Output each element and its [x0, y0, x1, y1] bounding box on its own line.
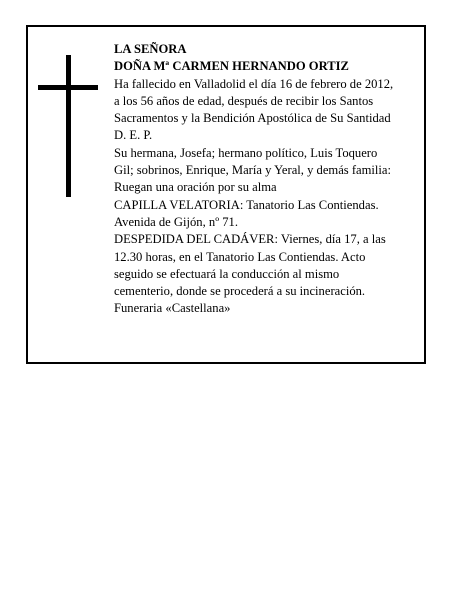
- notice-line: 12.30 horas, en el Tanatorio Las Contiendas. Acto: [114, 249, 366, 264]
- cross-icon: [38, 55, 98, 197]
- funeral-home-name: Funeraria «Castellana»: [114, 301, 231, 316]
- notice-line: seguido se efectuará la conducción al mismo: [114, 266, 340, 281]
- deceased-name: DOÑA Mª CARMEN HERNANDO ORTIZ: [114, 59, 349, 74]
- notice-line: Ha fallecido en Valladolid el día 16 de febrero de 2012,: [114, 76, 394, 91]
- notice-heading-title: LA SEÑORA: [114, 42, 187, 56]
- notice-line: Avenida de Gijón, nº 71.: [114, 214, 238, 229]
- cross-horizontal-bar: [38, 85, 98, 90]
- notice-line: Su hermana, Josefa; hermano político, Luis Toquero: [114, 145, 378, 160]
- notice-line: DESPEDIDA DEL CADÁVER: Viernes, día 17, a las: [114, 232, 386, 247]
- notice-text: [114, 41, 422, 318]
- notice-line: Sacramentos y la Bendición Apostólica de Su Santidad: [114, 111, 391, 126]
- notice-line: CAPILLA VELATORIA: Tanatorio Las Contiendas.: [114, 197, 379, 212]
- notice-line: Ruegan una oración por su alma: [114, 180, 277, 195]
- notice-line: D. E. P.: [114, 128, 153, 143]
- notice-line: a los 56 años de edad, después de recibir los Santos: [114, 93, 374, 108]
- obituary-notice: [26, 25, 426, 364]
- cross-vertical-bar: [66, 55, 71, 197]
- notice-line: Gil; sobrinos, Enrique, María y Yeral, y demás familia:: [114, 163, 392, 178]
- notice-line: cementerio, donde se procederá a su incineración.: [114, 284, 366, 299]
